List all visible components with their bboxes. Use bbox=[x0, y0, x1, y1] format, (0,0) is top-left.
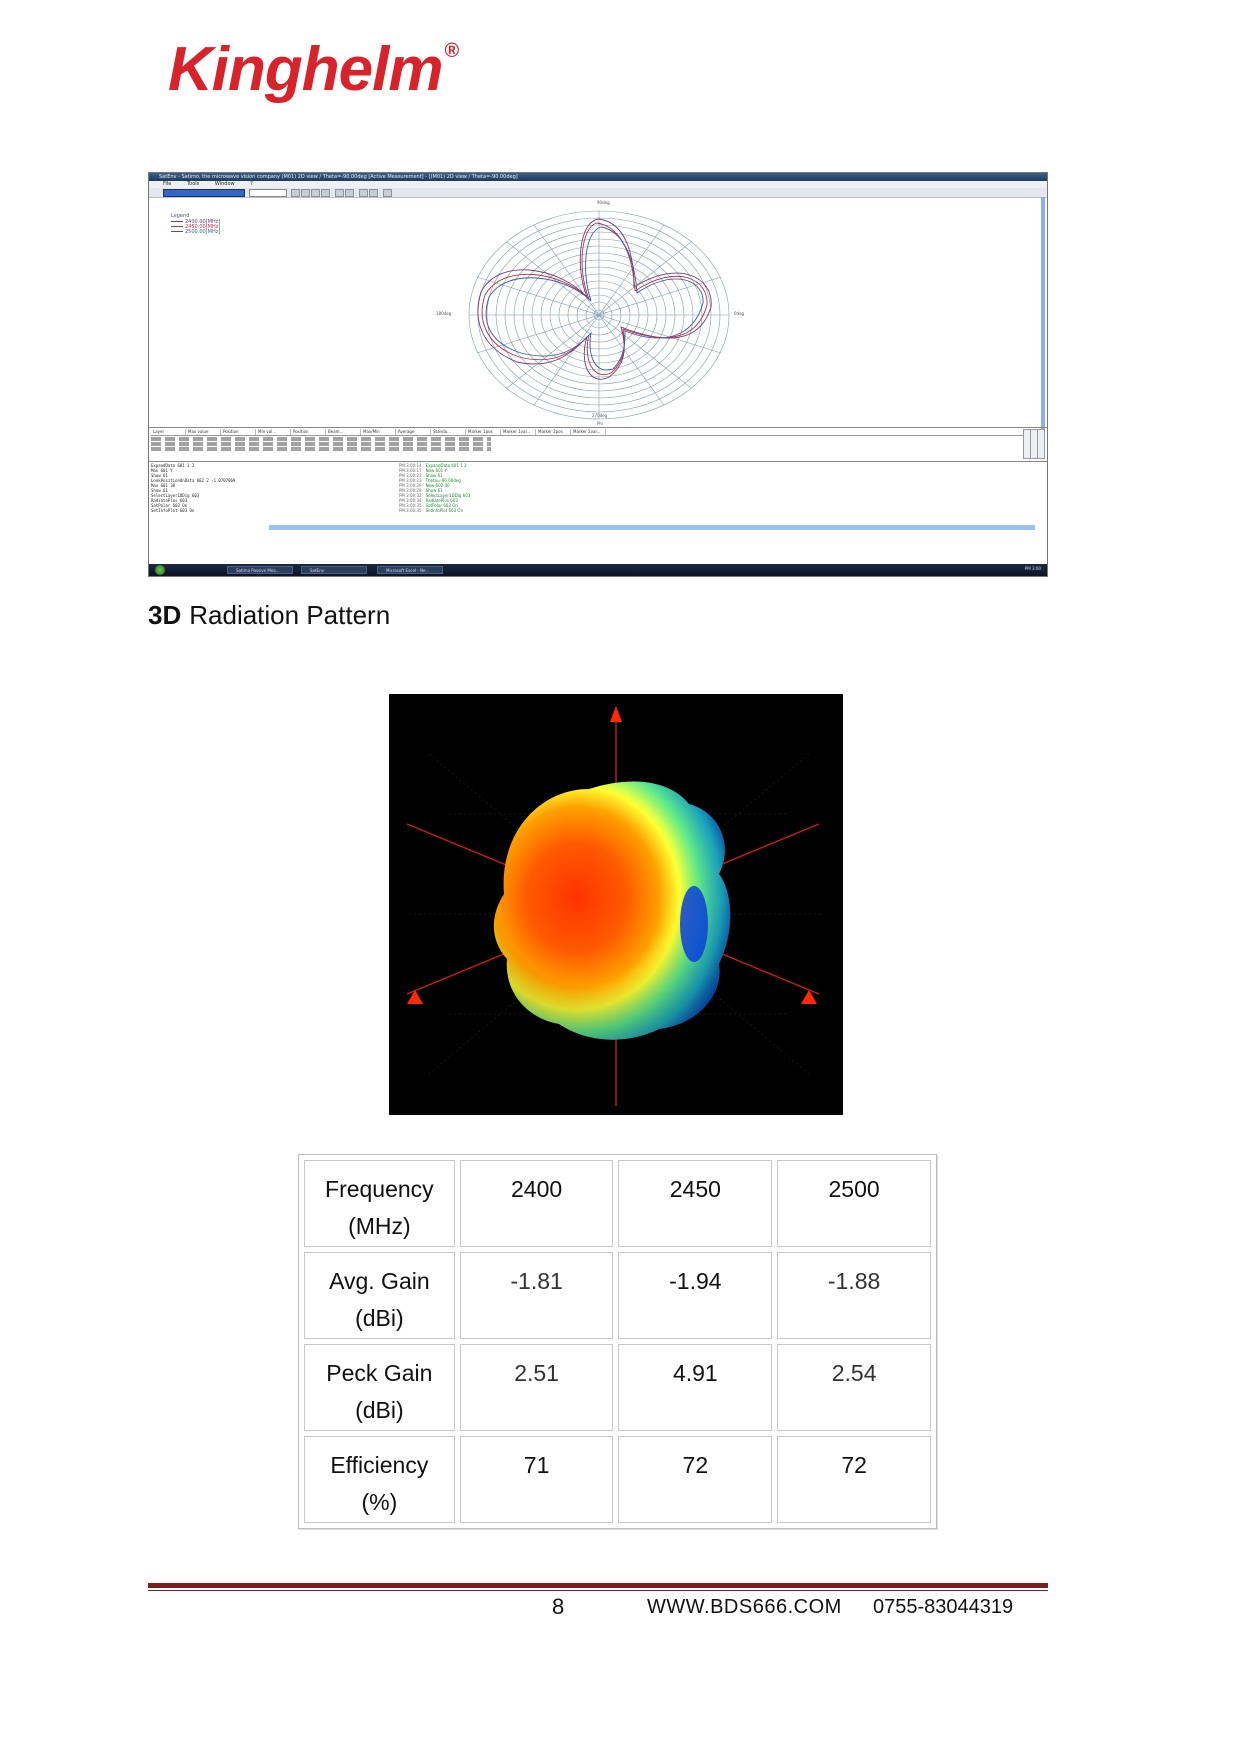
legend-title: Legend bbox=[171, 213, 190, 219]
history-log bbox=[399, 463, 959, 525]
results-table-header bbox=[151, 429, 1027, 436]
section-heading-title: Radiation Pattern bbox=[189, 600, 391, 630]
history-time: PM 3:00:35 bbox=[399, 508, 422, 513]
cell-peak-gain-2500: 2.54 bbox=[777, 1344, 931, 1431]
side-tab[interactable] bbox=[1037, 429, 1045, 459]
row-header-frequency bbox=[304, 1160, 455, 1247]
log-line: RadiatePlus 603 bbox=[151, 498, 188, 503]
log-line: ExpandData 601 1 2 bbox=[151, 463, 195, 468]
history-time: PM 3:00:17 bbox=[399, 468, 422, 473]
history-time: PM 3:00:29 bbox=[399, 483, 422, 488]
log-line: LookPositionOnData 602 2 -1.0707069 bbox=[151, 478, 236, 483]
registered-mark: ® bbox=[444, 40, 459, 62]
col-header[interactable]: Marker 2pos bbox=[536, 429, 571, 435]
row-header-line: Efficiency bbox=[330, 1452, 429, 1478]
row-header-unit: (%) bbox=[361, 1489, 398, 1515]
side-tabs bbox=[1023, 429, 1043, 459]
col-header[interactable]: Position bbox=[291, 429, 326, 435]
table-row[interactable] bbox=[151, 447, 491, 451]
footer-rule-thin bbox=[148, 1590, 1048, 1591]
legend-entry-2500: 2500.00[MHz] bbox=[185, 228, 221, 235]
history-text: Show 61 bbox=[425, 473, 443, 478]
radiation-pattern-3d-image bbox=[389, 694, 843, 1115]
polar-label-0: 0deg bbox=[734, 311, 745, 316]
toolbar-button[interactable] bbox=[335, 189, 344, 197]
logo-text: Kinghelm bbox=[168, 35, 443, 104]
history-text: SatPolar 603 On bbox=[425, 503, 458, 508]
page-number: 8 bbox=[552, 1594, 565, 1619]
footer-rule bbox=[148, 1583, 1048, 1588]
layer-combo[interactable] bbox=[163, 189, 245, 197]
history-text: Theta=-90.00deg bbox=[425, 478, 461, 483]
history-time: PM 3:00:34 bbox=[399, 498, 422, 503]
toolbar-button[interactable] bbox=[291, 189, 300, 197]
os-taskbar bbox=[149, 564, 1047, 576]
cell-frequency-2450: 2450 bbox=[618, 1160, 772, 1247]
log-line: Max 601 Y bbox=[151, 468, 173, 473]
cell-peak-gain-2450: 4.91 bbox=[618, 1344, 772, 1431]
horizontal-scrollbar[interactable] bbox=[269, 525, 1035, 530]
antenna-specs-table bbox=[298, 1154, 937, 1529]
cell-frequency-2500: 2500 bbox=[777, 1160, 931, 1247]
table-row-frequency bbox=[304, 1160, 931, 1247]
footer-phone: 0755-83044319 bbox=[873, 1596, 1014, 1618]
col-header[interactable]: Standa... bbox=[431, 429, 466, 435]
col-header[interactable]: Marker 1val... bbox=[501, 429, 536, 435]
history-text: New 602 30 bbox=[425, 483, 450, 488]
row-header-unit: (dBi) bbox=[355, 1305, 404, 1331]
legend-entry-2450: 2450.00[MHz] bbox=[185, 223, 221, 230]
window-title-bar: SatEnv - Satimo, the microwave vision company (M01) 2D view / Theta=-90.00deg [Active Measurement] - [(M01) 2D view / Theta=-90.00deg] bbox=[149, 173, 1047, 181]
kinghelm-logo bbox=[168, 34, 458, 105]
radiation-pattern-3d-render bbox=[389, 694, 843, 1115]
cell-efficiency-2500: 72 bbox=[777, 1436, 931, 1523]
taskbar-item[interactable]: Microsoft Excel - Ne... bbox=[377, 566, 443, 574]
row-header-unit: (MHz) bbox=[348, 1213, 411, 1239]
menu-file[interactable]: File bbox=[163, 181, 172, 187]
log-line: Show 61 bbox=[151, 488, 168, 493]
measurement-software-screenshot bbox=[148, 172, 1048, 577]
legend-entry-2400: 2400.00[MHz] bbox=[185, 218, 221, 225]
history-text: New 601 Y bbox=[425, 468, 447, 473]
table-row-efficiency bbox=[304, 1436, 931, 1523]
table-row[interactable] bbox=[151, 442, 491, 446]
polar-axis-label: Phi bbox=[597, 421, 604, 426]
menu-bar bbox=[149, 181, 1047, 188]
polar-label-270: 270deg bbox=[592, 413, 608, 418]
toolbar-button[interactable] bbox=[383, 189, 392, 197]
toolbar-button[interactable] bbox=[301, 189, 310, 197]
start-button[interactable] bbox=[155, 565, 165, 575]
polar-label-180: 180deg bbox=[436, 311, 452, 316]
history-text: RadiatePlus 603 bbox=[425, 498, 458, 503]
history-time: PM 3:00:23 bbox=[399, 473, 422, 478]
footer-website[interactable]: WWW.BDS666.COM bbox=[647, 1596, 842, 1618]
history-text: ExpandData 601 1 2 bbox=[425, 463, 467, 468]
menu-window[interactable]: Window bbox=[214, 181, 235, 187]
history-time: PM 3:00:32 bbox=[399, 493, 422, 498]
taskbar-clock: PM 3:00 bbox=[1024, 566, 1041, 571]
row-header-line: Peck Gain bbox=[326, 1360, 433, 1386]
history-line bbox=[399, 508, 959, 513]
toolbar-button[interactable] bbox=[345, 189, 354, 197]
toolbar-button[interactable] bbox=[359, 189, 368, 197]
history-time: PM 3:00:35 bbox=[399, 503, 422, 508]
taskbar-item[interactable]: SatEnv bbox=[301, 566, 367, 574]
command-log bbox=[151, 463, 391, 525]
history-time: PM 3:00:14 bbox=[399, 463, 422, 468]
vertical-scrollbar[interactable] bbox=[1041, 197, 1045, 457]
row-header-line: Avg. Gain bbox=[329, 1268, 430, 1294]
history-time: PM 3:00:29 bbox=[399, 488, 422, 493]
menu-help[interactable]: ? bbox=[250, 181, 253, 187]
cell-peak-gain-2400: 2.51 bbox=[460, 1344, 614, 1431]
row-header-avg-gain bbox=[304, 1252, 455, 1339]
row-header-line: Frequency bbox=[325, 1176, 434, 1202]
col-header[interactable]: Max value bbox=[186, 429, 221, 435]
polar-label-90: 90deg bbox=[597, 200, 610, 205]
section-heading-prefix: 3D bbox=[148, 600, 182, 630]
col-header[interactable]: Position bbox=[221, 429, 256, 435]
history-time: PM 3:00:23 bbox=[399, 478, 422, 483]
section-heading bbox=[148, 600, 390, 631]
table-row-avg-gain bbox=[304, 1252, 931, 1339]
row-header-unit: (dBi) bbox=[355, 1397, 404, 1423]
log-line: Max 601 30 bbox=[151, 483, 176, 488]
cell-avg-gain-2450: -1.94 bbox=[618, 1252, 772, 1339]
log-line: Show 61 bbox=[151, 473, 168, 478]
toolbar-button[interactable] bbox=[311, 189, 320, 197]
log-line: SelectLayer1DDig 603 bbox=[151, 493, 200, 498]
col-header[interactable]: Marker 2val... bbox=[571, 429, 606, 435]
table-row[interactable] bbox=[151, 437, 491, 441]
cell-avg-gain-2400: -1.81 bbox=[460, 1252, 614, 1339]
col-header[interactable]: Layer bbox=[151, 429, 186, 435]
row-header-efficiency bbox=[304, 1436, 455, 1523]
col-header[interactable]: Average bbox=[396, 429, 431, 435]
cell-frequency-2400: 2400 bbox=[460, 1160, 614, 1247]
toolbar-button[interactable] bbox=[369, 189, 378, 197]
log-line: SatPolar 603 On bbox=[151, 503, 188, 508]
col-header[interactable]: Min val... bbox=[256, 429, 291, 435]
menu-tools[interactable]: Tools bbox=[186, 181, 200, 187]
value-combo[interactable] bbox=[249, 189, 287, 197]
cell-efficiency-2450: 72 bbox=[618, 1436, 772, 1523]
col-header[interactable]: Max/Min bbox=[361, 429, 396, 435]
results-table bbox=[151, 429, 1027, 459]
col-header[interactable]: Marker 1pos bbox=[466, 429, 501, 435]
history-text: SelectLayer1DDig 603 bbox=[425, 493, 471, 498]
polar-2d-plot bbox=[429, 197, 779, 427]
row-header-peak-gain bbox=[304, 1344, 455, 1431]
toolbar-button[interactable] bbox=[321, 189, 330, 197]
taskbar-item[interactable]: Satimo Passive Mea... bbox=[227, 566, 293, 574]
history-text: Show 61 bbox=[425, 488, 443, 493]
log-line: SetInfoPlot 603 On bbox=[151, 508, 195, 513]
table-row-peak-gain bbox=[304, 1344, 931, 1431]
cell-avg-gain-2500: -1.88 bbox=[777, 1252, 931, 1339]
history-text: SetInfoPlot 603 On bbox=[425, 508, 464, 513]
col-header[interactable]: Beam... bbox=[326, 429, 361, 435]
plot-legend bbox=[171, 213, 220, 234]
cell-efficiency-2400: 71 bbox=[460, 1436, 614, 1523]
